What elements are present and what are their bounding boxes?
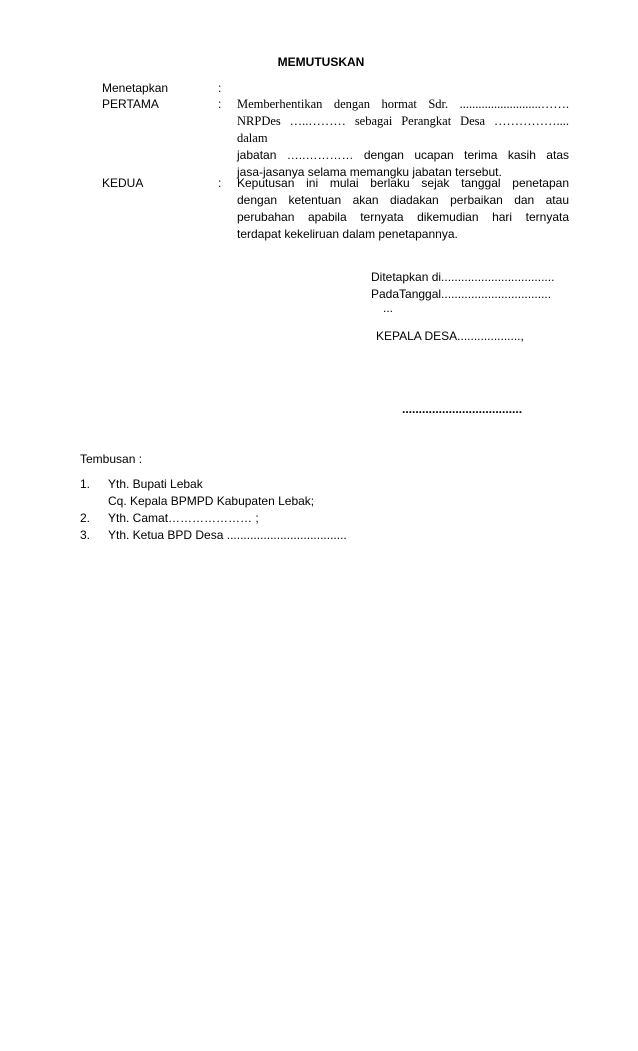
tembusan-item-text: Yth. Bupati Lebak [108,477,203,491]
tembusan-heading: Tembusan : [80,452,143,466]
kedua-line-2: dengan ketentuan akan diadakan perbaikan dan atau [237,193,569,207]
tembusan-item-number: 1. [80,477,91,491]
pertama-line-4: jasa-jasanya selama memangku jabatan tersebut. [237,165,502,179]
tembusan-item-text: Yth. Camat………………… ; [108,511,259,525]
pertama-line-3: jabatan …..………… dengan ucapan terima kasih atas [237,148,569,162]
kedua-colon: : [218,176,222,190]
tembusan-item-number: 2. [80,511,91,525]
tembusan-item-text: Yth. Ketua BPD Desa .................................... [108,528,347,542]
pertama-colon: : [218,97,222,111]
pada-tanggal: PadaTanggal................................. [371,287,552,301]
tembusan-item-text: Cq. Kepala BPMPD Kabupaten Lebak; [108,494,315,508]
pertama-body [237,96,569,181]
kepala-desa-title: KEPALA DESA..................., [376,329,524,343]
menetapkan-colon: : [218,81,222,95]
kedua-label: KEDUA [102,176,144,190]
menetapkan-label: Menetapkan [102,81,169,95]
document-heading: MEMUTUSKAN [277,55,365,69]
pada-tanggal-continuation: ... [383,301,394,315]
kedua-line-1: Keputusan ini mulai berlaku sejak tanggal penetapan [237,176,569,190]
pertama-line-2: NRPDes …..……… sebagai Perangkat Desa …………….... dalam [237,114,569,145]
tembusan-item-number: 3. [80,528,91,542]
ditetapkan-di: Ditetapkan di.................................. [371,270,555,284]
kedua-line-3: perubahan apabila ternyata dikemudian hari ternyata [237,210,569,224]
signatory-name-placeholder: .................................... [402,402,523,416]
pertama-line-1: Memberhentikan dengan hormat Sdr. ..........................……. [237,97,569,111]
kedua-line-4: terdapat kekeliruan dalam penetapannya. [237,227,458,241]
pertama-label: PERTAMA [102,97,159,111]
kedua-body [237,175,569,243]
